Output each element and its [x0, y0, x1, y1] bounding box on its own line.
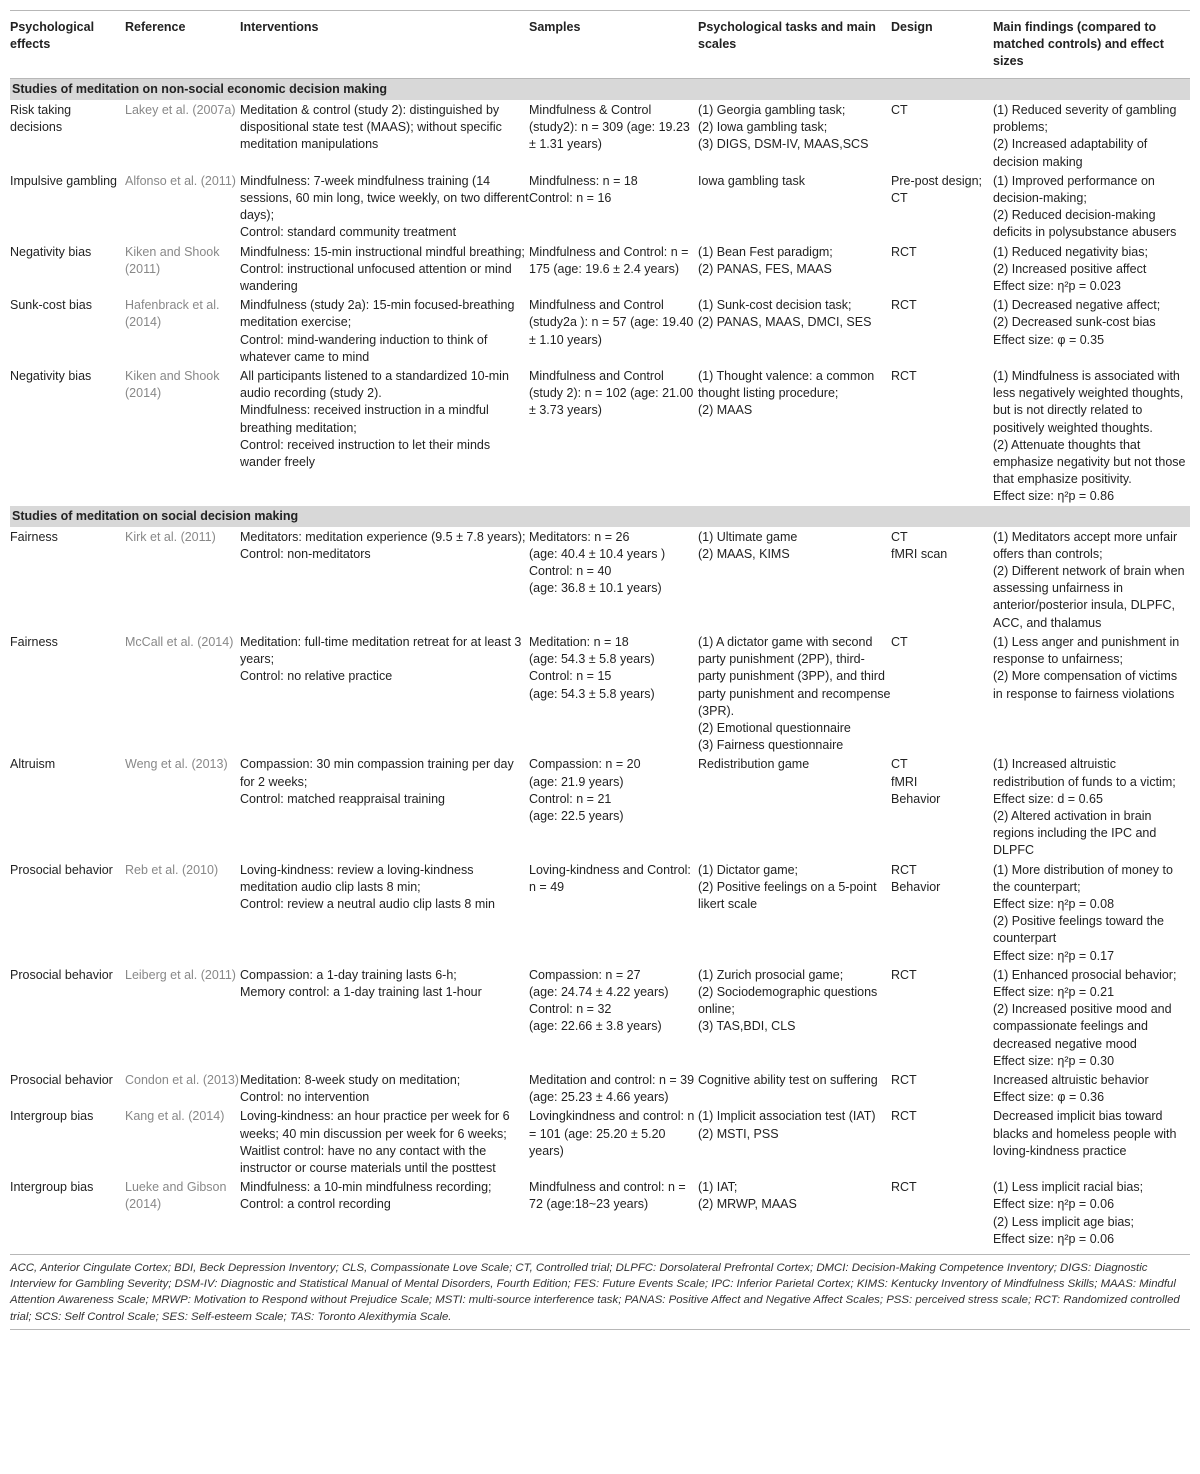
cell-tasks: (1) Dictator game; (2) Positive feelings on a 5-point likert scale	[698, 862, 877, 911]
cell-effect: Prosocial behavior	[10, 1072, 113, 1087]
cell-interventions: Mindfulness: 15-min instructional mindful breathing; Control: instructional unfocused attention or mind wandering	[240, 244, 525, 294]
cell-samples: Mindfulness & Control (study2): n = 309 (age: 19.23 ± 1.31 years)	[529, 103, 690, 152]
cell-interventions: Compassion: 30 min compassion training per day for 2 weeks; Control: matched reappraisal training	[240, 757, 514, 806]
cell-tasks: (1) Georgia gambling task; (2) Iowa gambling task; (3) DIGS, DSM-IV, MAAS,SCS	[698, 103, 869, 152]
table-row	[10, 754, 1190, 859]
cell-samples: Loving-kindness and Control: n = 49	[529, 862, 691, 894]
cell-interventions: All participants listened to a standardized 10-min audio recording (study 2). Mindfulness: received instruction in a mindful breathing meditation; Control: received instruction to let their minds wander freely	[240, 369, 509, 470]
cell-findings: (1) Meditators accept more unfair offers than controls; (2) Different network of brain when assessing unfairness in anterior/posterior insula, DLPFC, ACC, and thalamus	[993, 529, 1185, 630]
cell-interventions: Mindfulness: 7-week mindfulness training (14 sessions, 60 min long, twice weekly, on two different days); Control: standard community treatment	[240, 173, 529, 240]
header-samples: Samples	[529, 20, 581, 34]
cell-design: RCT	[891, 1180, 917, 1195]
cell-effect: Prosocial behavior	[10, 862, 113, 877]
cell-samples: Meditators: n = 26 (age: 40.4 ± 10.4 years ) Control: n = 40 (age: 36.8 ± 10.1 years)	[529, 529, 666, 596]
studies-table	[10, 10, 1190, 1248]
cell-samples: Mindfulness and Control (study2a ): n = 57 (age: 19.40 ± 1.10 years)	[529, 298, 694, 347]
cell-reference: Alfonso et al. (2011)	[125, 173, 236, 188]
cell-interventions: Meditators: meditation experience (9.5 ± 7.8 years); Control: non-meditators	[240, 529, 526, 561]
cell-design: RCT	[891, 967, 917, 982]
header-tasks: Psychological tasks and main scales	[698, 20, 876, 51]
section-header-row	[10, 506, 1190, 527]
cell-findings: (1) Improved performance on decision-making; (2) Reduced decision-making deficits in polysubstance abusers	[993, 173, 1177, 240]
cell-tasks: Iowa gambling task	[698, 173, 806, 188]
table-row	[10, 1106, 1190, 1177]
cell-reference: Kirk et al. (2011)	[125, 529, 216, 544]
cell-findings: (1) Reduced negativity bias; (2) Increased positive affect Effect size: η²p = 0.023	[993, 244, 1148, 294]
cell-reference: Kiken and Shook (2014)	[125, 369, 220, 401]
cell-samples: Mindfulness and Control: n = 175 (age: 19.6 ± 2.4 years)	[529, 244, 689, 276]
section-title: Studies of meditation on social decision making	[10, 506, 1190, 527]
cell-reference: Kang et al. (2014)	[125, 1109, 225, 1124]
section-title: Studies of meditation on non-social economic decision making	[10, 79, 1190, 101]
table-footnote: ACC, Anterior Cingulate Cortex; BDI, Beck Depression Inventory; CLS, Compassionate Love Scale; CT, Controlled trial; DLPFC: Dorsolateral Prefrontal Cortex; DMCI: Decision-Making Competence Inventory; DIGS: Diagnostic Interview for Gambling Severity; DSM-IV: Diagnostic and Statistical Manual of Mental Disorders, Fourth Edition; FES: Future Events Scale; IPC: Inferior Parietal Cortex; KIMS: Kentucky Inventory of Mindfulness Skills; MAAS: Mindful Attention Awareness Scale; MRWP: Motivation to Respond without Prejudice Scale; MSTI: multi-source interference task; PANAS: Positive Affect and Negative Affect Scales; PSS: perceived stress scale; RCT: Randomized controlled trial; SCS: Self Control Scale; SES: Self-esteem Scale; TAS: Toronto Alexithymia Scale.	[10, 1254, 1190, 1330]
cell-findings: (1) Reduced severity of gambling problems; (2) Increased adaptability of decision making	[993, 103, 1177, 169]
cell-reference: McCall et al. (2014)	[125, 634, 234, 649]
cell-interventions: Mindfulness: a 10-min mindfulness recording; Control: a control recording	[240, 1180, 492, 1212]
table-row	[10, 632, 1190, 754]
cell-reference: Hafenbrack et al. (2014)	[125, 298, 220, 330]
cell-findings: (1) Less implicit racial bias; Effect size: η²p = 0.06 (2) Less implicit age bias; Effect size: η²p = 0.06	[993, 1180, 1144, 1246]
cell-tasks: (1) Ultimate game (2) MAAS, KIMS	[698, 529, 798, 561]
cell-effect: Altruism	[10, 757, 56, 772]
table-row	[10, 860, 1190, 965]
header-findings: Main findings (compared to matched controls) and effect sizes	[993, 20, 1164, 68]
cell-reference: Lakey et al. (2007a)	[125, 103, 236, 117]
cell-design: CT fMRI Behavior	[891, 757, 941, 806]
table-row	[10, 1070, 1190, 1106]
cell-findings: (1) More distribution of money to the counterpart; Effect size: η²p = 0.08 (2) Positive feelings toward the counterpart Effect size: η²p = 0.17	[993, 862, 1173, 963]
table-row	[10, 100, 1190, 171]
cell-tasks: (1) Sunk-cost decision task; (2) PANAS, MAAS, DMCI, SES	[698, 298, 872, 330]
cell-findings: (1) Mindfulness is associated with less negatively weighted thoughts, but is not directly related to positively weighted thoughts. (2) Attenuate thoughts that emphasize negativity but not those that emphasize positivity. Effect size: η²p = 0.86	[993, 369, 1186, 504]
cell-samples: Mindfulness: n = 18 Control: n = 16	[529, 173, 638, 206]
cell-effect: Risk taking decisions	[10, 103, 72, 135]
cell-samples: Meditation and control: n = 39 (age: 25.23 ± 4.66 years)	[529, 1072, 695, 1105]
cell-interventions: Loving-kindness: review a loving-kindness meditation audio clip lasts 8 min; Control: review a neutral audio clip lasts 8 min	[240, 862, 495, 911]
table-row	[10, 171, 1190, 242]
cell-findings: Increased altruistic behavior Effect size: φ = 0.36	[993, 1072, 1149, 1105]
cell-design: CT fMRI scan	[891, 529, 948, 561]
cell-tasks: Cognitive ability test on suffering	[698, 1072, 878, 1087]
cell-findings: (1) Decreased negative affect; (2) Decreased sunk-cost bias Effect size: φ = 0.35	[993, 298, 1161, 347]
cell-reference: Leiberg et al. (2011)	[125, 967, 236, 982]
cell-reference: Weng et al. (2013)	[125, 757, 228, 772]
cell-design: RCT	[891, 1109, 917, 1124]
cell-tasks: (1) Zurich prosocial game; (2) Sociodemographic questions online; (3) TAS,BDI, CLS	[698, 967, 878, 1034]
cell-design: RCT	[891, 369, 917, 384]
cell-design: CT	[891, 634, 908, 649]
cell-design: CT	[891, 103, 908, 117]
cell-findings: (1) Less anger and punishment in response to unfairness; (2) More compensation of victims in response to fairness violations	[993, 634, 1180, 701]
cell-samples: Mindfulness and Control (study 2): n = 102 (age: 21.00 ± 3.73 years)	[529, 369, 694, 418]
cell-interventions: Mindfulness (study 2a): 15-min focused-breathing meditation exercise; Control: mind-wandering induction to think of whatever came to mind	[240, 298, 515, 364]
cell-effect: Intergroup bias	[10, 1180, 94, 1195]
header-reference: Reference	[125, 20, 186, 34]
cell-effect: Negativity bias	[10, 369, 92, 384]
cell-effect: Impulsive gambling	[10, 173, 117, 188]
cell-tasks: Redistribution game	[698, 757, 810, 772]
cell-interventions: Compassion: a 1-day training lasts 6-h; Memory control: a 1-day training last 1-hour	[240, 967, 482, 999]
table-row	[10, 295, 1190, 366]
cell-design: Pre-post design; CT	[891, 173, 983, 206]
document	[10, 10, 1190, 1330]
cell-tasks: (1) Bean Fest paradigm; (2) PANAS, FES, MAAS	[698, 244, 833, 276]
cell-findings: Decreased implicit bias toward blacks and homeless people with loving-kindness practice	[993, 1109, 1177, 1158]
cell-reference: Reb et al. (2010)	[125, 862, 219, 877]
cell-effect: Sunk-cost bias	[10, 298, 92, 313]
cell-tasks: (1) IAT; (2) MRWP, MAAS	[698, 1180, 797, 1212]
cell-interventions: Meditation: full-time meditation retreat for at least 3 years; Control: no relative practice	[240, 634, 522, 684]
cell-interventions: Meditation & control (study 2): distinguished by dispositional state test (MAAS); without specific meditation manipulations	[240, 103, 502, 152]
cell-tasks: (1) Implicit association test (IAT) (2) MSTI, PSS	[698, 1109, 876, 1141]
cell-design: RCT	[891, 298, 917, 313]
cell-design: RCT	[891, 244, 917, 259]
cell-reference: Kiken and Shook (2011)	[125, 244, 220, 276]
cell-effect: Prosocial behavior	[10, 967, 113, 982]
cell-effect: Intergroup bias	[10, 1109, 94, 1124]
cell-reference: Condon et al. (2013)	[125, 1072, 239, 1087]
cell-samples: Meditation: n = 18 (age: 54.3 ± 5.8 years) Control: n = 15 (age: 54.3 ± 5.8 years)	[529, 634, 655, 701]
table-body	[10, 79, 1190, 1249]
table-header-row	[10, 11, 1190, 79]
header-design: Design	[891, 20, 933, 34]
header-interventions: Interventions	[240, 20, 319, 34]
header-effects: Psychological effects	[10, 20, 95, 51]
table-row	[10, 242, 1190, 296]
table-row	[10, 965, 1190, 1070]
cell-tasks: (1) Thought valence: a common thought listing procedure; (2) MAAS	[698, 369, 875, 418]
table-row	[10, 527, 1190, 632]
cell-samples: Lovingkindness and control: n = 101 (age: 25.20 ± 5.20 years)	[529, 1109, 695, 1158]
cell-effect: Negativity bias	[10, 244, 92, 259]
cell-tasks: (1) A dictator game with second party punishment (2PP), third-party punishment (3PP), and third party punishment and recompense (3PR). (2) Emotional questionnaire (3) Fairness questionnaire	[698, 634, 891, 753]
cell-interventions: Meditation: 8-week study on meditation; Control: no intervention	[240, 1072, 461, 1105]
cell-findings: (1) Increased altruistic redistribution of funds to a victim; Effect size: d = 0.65 (2) Altered activation in brain regions including the IPC and DLPFC	[993, 757, 1176, 858]
cell-samples: Compassion: n = 27 (age: 24.74 ± 4.22 years) Control: n = 32 (age: 22.66 ± 3.8 years)	[529, 967, 669, 1034]
cell-effect: Fairness	[10, 529, 58, 544]
cell-samples: Compassion: n = 20 (age: 21.9 years) Control: n = 21 (age: 22.5 years)	[529, 757, 641, 823]
cell-design: RCT Behavior	[891, 862, 941, 894]
cell-samples: Mindfulness and control: n = 72 (age:18~23 years)	[529, 1180, 686, 1212]
cell-design: RCT	[891, 1072, 917, 1087]
table-row	[10, 366, 1190, 506]
cell-interventions: Loving-kindness: an hour practice per week for 6 weeks; 40 min discussion per week for 6 weeks; Waitlist control: have no any contact with the instructor or course materials until the posttest	[240, 1109, 510, 1175]
table-row	[10, 1177, 1190, 1248]
cell-reference: Lueke and Gibson (2014)	[125, 1180, 227, 1212]
cell-effect: Fairness	[10, 634, 58, 649]
section-header-row	[10, 79, 1190, 101]
cell-findings: (1) Enhanced prosocial behavior; Effect size: η²p = 0.21 (2) Increased positive mood and compassionate feelings and decreased negative mood Effect size: η²p = 0.30	[993, 967, 1177, 1068]
